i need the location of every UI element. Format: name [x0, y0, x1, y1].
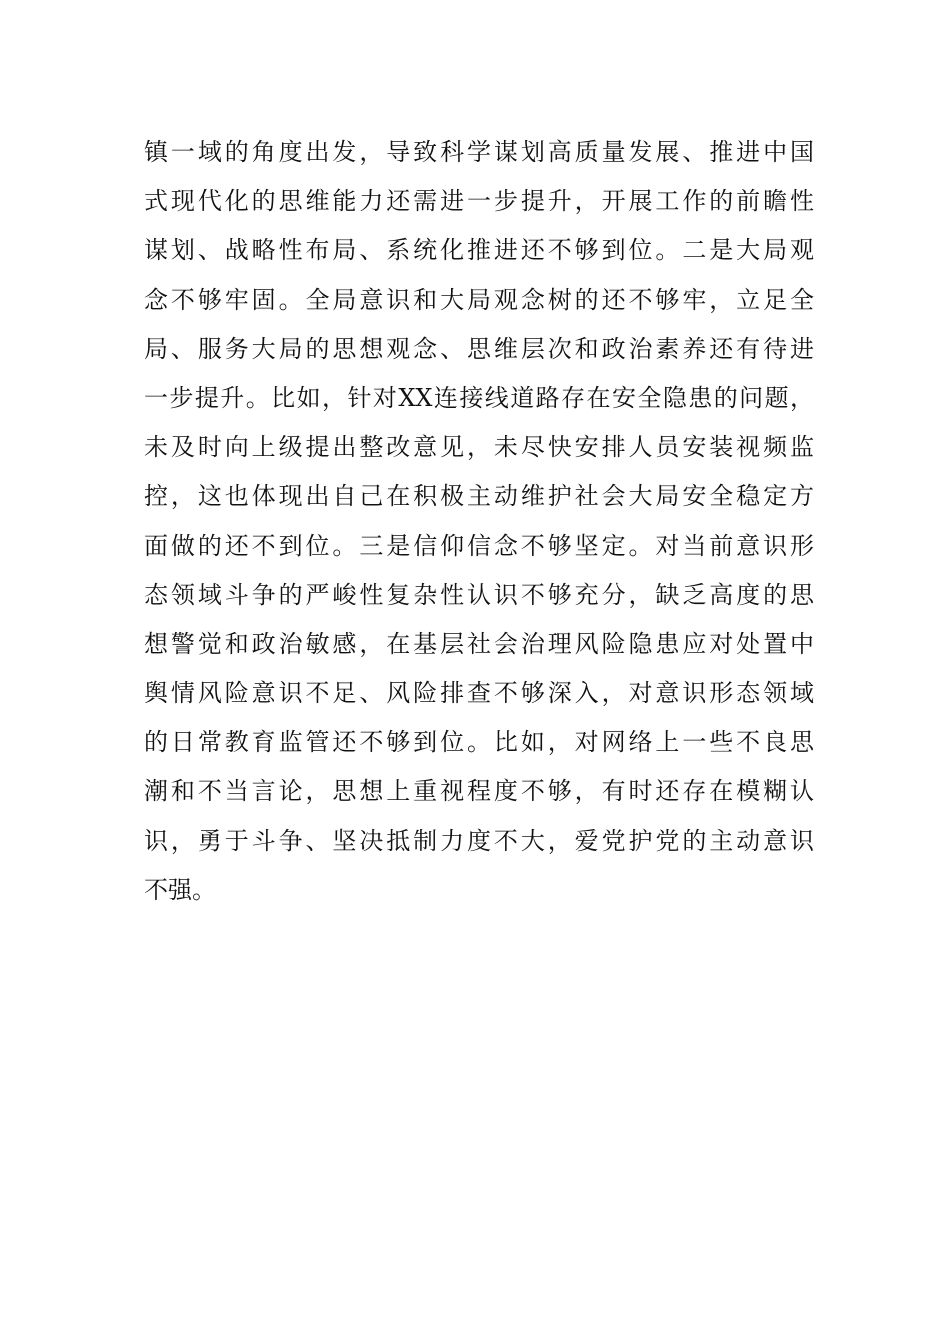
paragraph-line-1: 镇一域的角度出发，导致科学谋划高质量发展、推进中国: [144, 138, 814, 166]
paragraph-line-7: 未及时向上级提出整改意见，未尽快安排人员安装视频监: [144, 433, 814, 462]
paragraph-line-11: 想警觉和政治敏感，在基层社会治理风险隐患应对处置中: [144, 629, 814, 658]
paragraph-line-13: 的日常教育监管还不够到位。比如，对网络上一些不良思: [144, 728, 814, 757]
paragraph-line-16: 不强。: [144, 875, 216, 904]
paragraph-line-15: 识，勇于斗争、坚决抵制力度不大，爱党护党的主动意识: [144, 826, 814, 855]
paragraph-line-5: 局、服务大局的思想观念、思维层次和政治素养还有待进: [144, 334, 814, 363]
paragraph-line-6: 一步提升。比如，针对XX连接线道路存在安全隐患的问题，: [144, 383, 814, 412]
paragraph-line-9: 面做的还不到位。三是信仰信念不够坚定。对当前意识形: [144, 531, 814, 560]
paragraph-line-4: 念不够牢固。全局意识和大局观念树的还不够牢，立足全: [144, 285, 814, 314]
body-paragraph: [144, 128, 814, 915]
paragraph-line-2: 式现代化的思维能力还需进一步提升，开展工作的前瞻性: [144, 187, 814, 216]
paragraph-line-12: 舆情风险意识不足、风险排查不够深入，对意识形态领域: [144, 679, 814, 708]
paragraph-line-14: 潮和不当言论，思想上重视程度不够，有时还存在模糊认: [144, 777, 814, 806]
paragraph-line-8: 控，这也体现出自己在积极主动维护社会大局安全稳定方: [144, 482, 814, 511]
paragraph-line-3: 谋划、战略性布局、系统化推进还不够到位。二是大局观: [144, 236, 814, 265]
paragraph-line-10: 态领域斗争的严峻性复杂性认识不够充分，缺乏高度的思: [144, 580, 814, 609]
